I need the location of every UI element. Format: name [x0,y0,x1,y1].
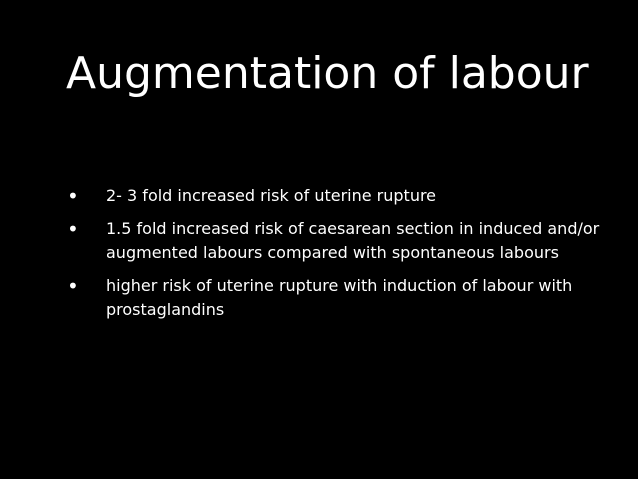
bullet-item-uterine-rupture-risk [67,184,607,208]
bullet-list [67,184,607,331]
bullet-icon: • [67,274,79,298]
bullet-item-caesarean-risk [67,217,607,265]
bullet-text: 1.5 fold increased risk of caesarean section in induced and/or augmented labours compared with spontaneous labours [106,219,600,262]
bullet-icon: • [67,217,79,241]
bullet-item-prostaglandin-risk [67,274,607,322]
bullet-text: higher risk of uterine rupture with induction of labour with prostaglandins [106,276,573,319]
bullet-icon: • [67,184,79,208]
slide-title: Augmentation of labour [66,48,589,99]
bullet-text: 2- 3 fold increased risk of uterine rupture [106,186,437,205]
